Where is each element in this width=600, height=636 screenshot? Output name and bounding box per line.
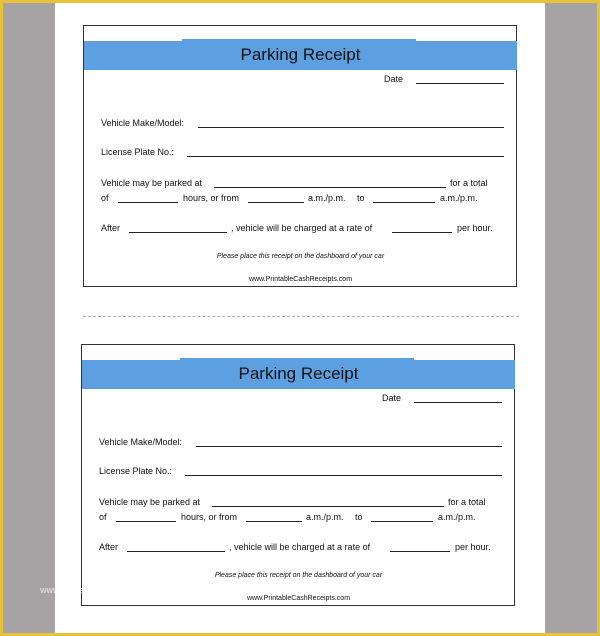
receipt-title: Parking Receipt [238,364,359,383]
title-bar [84,41,517,70]
title-bar [82,360,515,389]
per-hour-label: per hour. [457,223,493,233]
total-hours-field[interactable] [116,521,176,522]
after-label: After [101,223,121,233]
website-url: www.PrintableCashReceipts.com [246,595,351,602]
per-hour-label: per hour. [455,542,491,552]
rate-field[interactable] [392,232,452,233]
of-label: of [101,193,109,203]
date-field[interactable] [416,83,504,84]
after-label: After [99,542,119,552]
date-label: Date [382,393,402,403]
ampm-label-1: a.m./p.m. [308,193,346,203]
rate-field[interactable] [390,551,450,552]
to-time-field[interactable] [373,202,435,203]
ampm-label-1: a.m./p.m. [306,512,344,522]
ampm-label-2: a.m./p.m. [440,193,478,203]
frame-left-border [0,0,3,636]
date-field[interactable] [414,402,502,403]
vehicle-make-field[interactable] [196,446,502,447]
after-time-field[interactable] [127,551,225,552]
parking-location-field[interactable] [214,187,446,188]
from-time-field[interactable] [246,521,302,522]
vehicle-make-label: Vehicle Make/Model: [99,437,183,447]
watermark-text: www.heritagechristiancollege.com [40,585,176,595]
of-label: of [99,512,107,522]
dashboard-note: Please place this receipt on the dashboard of your car [214,572,383,579]
license-plate-label: License Plate No.: [99,466,173,476]
for-total-label: for a total [448,497,486,507]
license-plate-field[interactable] [187,156,504,157]
parked-at-label: Vehicle may be parked at [101,178,203,188]
charged-rate-label: , vehicle will be charged at a rate of [231,223,373,233]
parking-receipt-bottom [81,344,515,606]
for-total-label: for a total [450,178,488,188]
to-time-field[interactable] [371,521,433,522]
to-label: to [355,512,363,522]
ampm-label-2: a.m./p.m. [438,512,476,522]
parking-receipt-top [83,25,517,287]
vehicle-make-label: Vehicle Make/Model: [101,118,185,128]
date-label: Date [384,74,404,84]
vehicle-make-field[interactable] [198,127,504,128]
to-label: to [357,193,365,203]
cut-line-divider [83,316,519,317]
hours-from-label: hours, or from [181,512,238,522]
license-plate-field[interactable] [185,475,502,476]
hours-from-label: hours, or from [183,193,240,203]
after-time-field[interactable] [129,232,227,233]
license-plate-label: License Plate No.: [101,147,175,157]
website-url: www.PrintableCashReceipts.com [248,276,353,283]
from-time-field[interactable] [248,202,304,203]
charged-rate-label: , vehicle will be charged at a rate of [229,542,371,552]
document-page [55,3,545,633]
parking-location-field[interactable] [212,506,444,507]
parked-at-label: Vehicle may be parked at [99,497,201,507]
receipt-title: Parking Receipt [240,45,361,64]
total-hours-field[interactable] [118,202,178,203]
dashboard-note: Please place this receipt on the dashboard of your car [216,253,385,260]
